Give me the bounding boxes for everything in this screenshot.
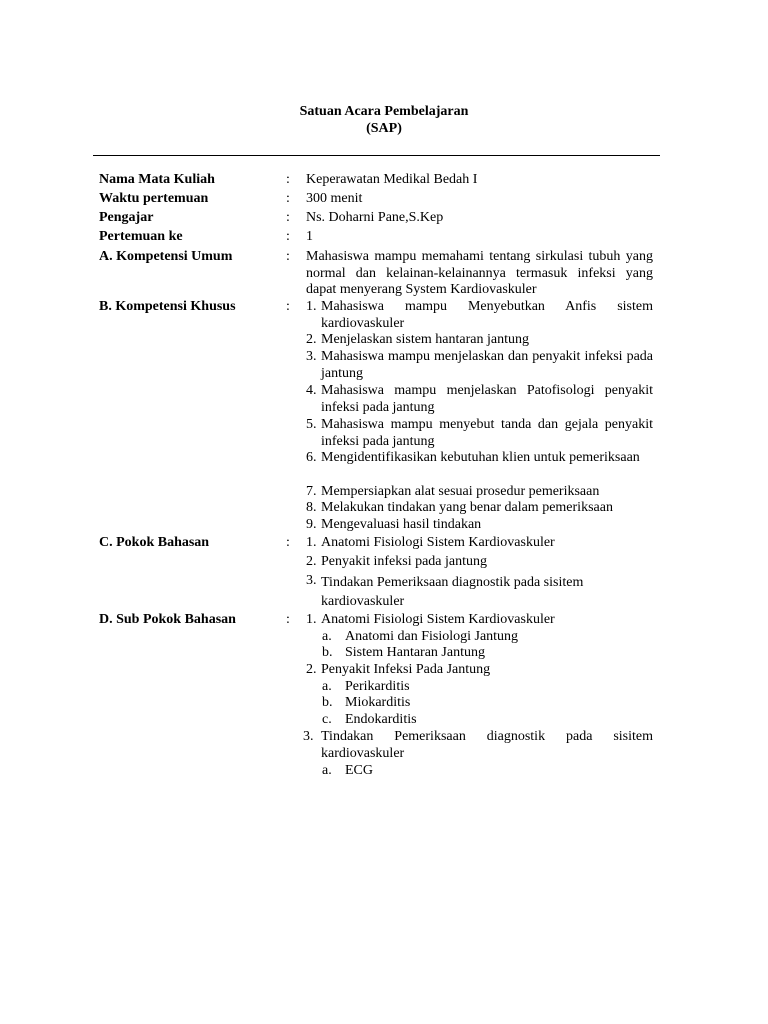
list-number: 1. xyxy=(306,612,317,627)
colon: : xyxy=(286,249,290,264)
list-item xyxy=(306,349,653,382)
list-text: Mengidentifikasikan kebutuhan klien untuk pemeriksaan xyxy=(321,450,640,465)
sub-list-letter: b. xyxy=(322,695,333,710)
list-number: 1. xyxy=(306,299,317,314)
list-item xyxy=(306,417,653,450)
specific-competence-label: B. Kompetensi Khusus xyxy=(99,299,236,314)
list-text: Anatomi Fisiologi Sistem Kardiovaskuler xyxy=(321,535,555,550)
list-item xyxy=(306,450,653,467)
list-item xyxy=(306,573,653,611)
list-number: 3. xyxy=(306,349,317,364)
list-item xyxy=(306,484,653,501)
sub-list-text: Anatomi dan Fisiologi Jantung xyxy=(345,629,519,644)
sub-list-letter: c. xyxy=(322,712,332,727)
list-text: Anatomi Fisiologi Sistem Kardiovaskuler xyxy=(321,612,555,627)
list-text: Menjelaskan sistem hantaran jantung xyxy=(321,332,529,347)
document-subtitle: (SAP) xyxy=(366,121,402,136)
list-item xyxy=(306,535,653,552)
colon: : xyxy=(286,229,290,244)
list-number: 2. xyxy=(306,554,317,569)
list-item xyxy=(306,299,653,332)
list-text: Melakukan tindakan yang benar dalam pemeriksaan xyxy=(321,500,613,515)
list-item xyxy=(306,500,653,517)
colon: : xyxy=(286,299,290,314)
colon: : xyxy=(286,612,290,627)
course-name-label: Nama Mata Kuliah xyxy=(99,172,215,187)
lecturer-label: Pengajar xyxy=(99,210,154,225)
sub-list-letter: a. xyxy=(322,763,332,778)
list-text: Mahasiswa mampu menyebut tanda dan gejala penyakit infeksi pada jantung xyxy=(321,417,653,449)
list-text: Penyakit Infeksi Pada Jantung xyxy=(321,662,491,677)
document-title: Satuan Acara Pembelajaran xyxy=(299,104,469,119)
sub-list-letter: a. xyxy=(322,629,332,644)
list-text: Mahasiswa mampu menjelaskan dan penyakit infeksi pada jantung xyxy=(321,349,653,381)
meeting-time-value: 300 menit xyxy=(306,191,363,206)
meeting-number-value: 1 xyxy=(306,229,313,244)
list-number: 2. xyxy=(306,662,317,677)
sub-list-text: Perikarditis xyxy=(345,679,410,694)
list-text: Mahasiswa mampu menjelaskan Patofisologi penyakit infeksi pada jantung xyxy=(321,383,653,415)
list-number: 7. xyxy=(306,484,317,499)
lecturer-value: Ns. Doharni Pane,S.Kep xyxy=(306,210,444,225)
list-text: Mengevaluasi hasil tindakan xyxy=(321,517,482,532)
list-number: 4. xyxy=(306,383,317,398)
list-text: Tindakan Pemeriksaan diagnostik pada sisitem kardiovaskuler xyxy=(321,575,584,609)
list-item xyxy=(306,554,653,571)
sub-list-text: ECG xyxy=(345,763,373,778)
meeting-number-label: Pertemuan ke xyxy=(99,229,183,244)
list-item xyxy=(303,729,653,762)
list-text: Mempersiapkan alat sesuai prosedur pemeriksaan xyxy=(321,484,600,499)
meeting-time-label: Waktu pertemuan xyxy=(99,191,209,206)
main-topic-label: C. Pokok Bahasan xyxy=(99,535,210,550)
title-divider xyxy=(93,155,660,156)
list-number: 1. xyxy=(306,535,317,550)
list-item xyxy=(306,612,653,629)
course-name-value: Keperawatan Medikal Bedah I xyxy=(306,172,478,187)
list-item xyxy=(306,383,653,416)
sub-list-letter: a. xyxy=(322,679,332,694)
list-number: 9. xyxy=(306,517,317,532)
list-number: 3. xyxy=(306,573,317,588)
list-item xyxy=(306,662,653,679)
list-text: Penyakit infeksi pada jantung xyxy=(321,554,488,569)
general-competence-label: A. Kompetensi Umum xyxy=(99,249,233,264)
list-number: 8. xyxy=(306,500,317,515)
list-text: Tindakan Pemeriksaan diagnostik pada sisitem kardiovaskuler xyxy=(321,729,653,761)
colon: : xyxy=(286,210,290,225)
list-number: 6. xyxy=(306,450,317,465)
general-competence-text: Mahasiswa mampu memahami tentang sirkulasi tubuh yang normal dan kelainan-kelainannya termasuk infeksi yang dapat menyerang System Kardiovaskuler xyxy=(306,249,653,297)
sub-list-text: Miokarditis xyxy=(345,695,411,710)
list-text: Mahasiswa mampu Menyebutkan Anfis sistem kardiovaskuler xyxy=(321,299,653,331)
sub-list-text: Sistem Hantaran Jantung xyxy=(345,645,485,660)
colon: : xyxy=(286,172,290,187)
sub-list-text: Endokarditis xyxy=(345,712,417,727)
list-number: 2. xyxy=(306,332,317,347)
sub-list-letter: b. xyxy=(322,645,333,660)
colon: : xyxy=(286,535,290,550)
list-item xyxy=(306,517,653,534)
list-number: 3. xyxy=(303,729,314,744)
sub-topic-label: D. Sub Pokok Bahasan xyxy=(99,612,236,627)
colon: : xyxy=(286,191,290,206)
list-item xyxy=(306,332,653,349)
list-number: 5. xyxy=(306,417,317,432)
